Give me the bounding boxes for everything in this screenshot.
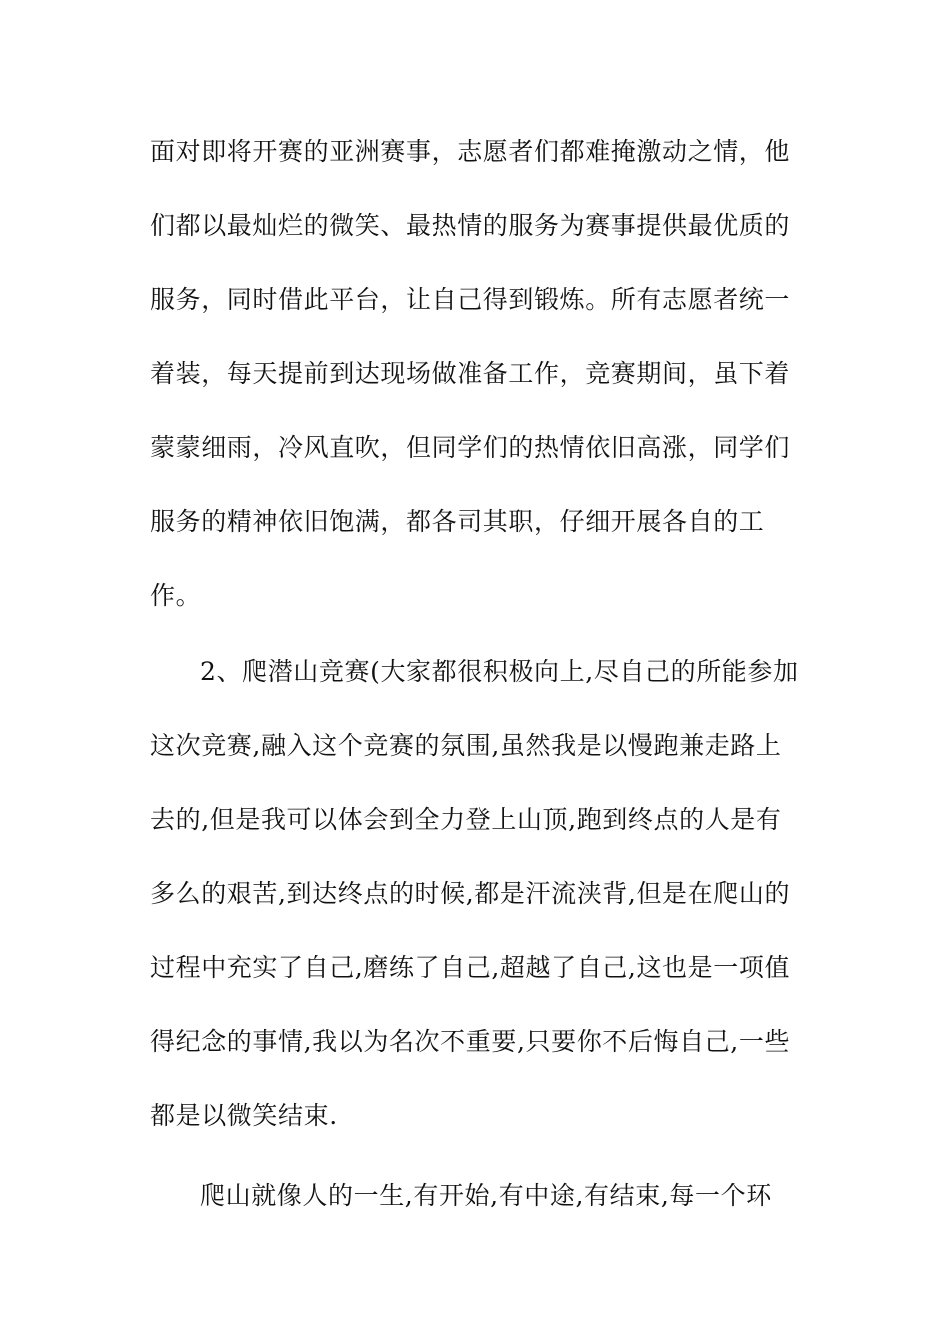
text-line: 作。	[150, 581, 202, 610]
text-line: 都是以微笑结束.	[150, 1101, 338, 1130]
text-line: 得纪念的事情,我以为名次不重要,只要你不后悔自己,一些	[150, 1027, 791, 1056]
text-line: 服务，同时借此平台，让自己得到锻炼。所有志愿者统一	[150, 285, 791, 314]
text-line: 这次竞赛,融入这个竞赛的氛围,虽然我是以慢跑兼走路上	[150, 731, 782, 760]
text-line: 爬山就像人的一生,有开始,有中途,有结束,每一个环	[200, 1181, 772, 1210]
text-line: 过程中充实了自己,磨练了自己,超越了自己,这也是一项值	[150, 953, 791, 982]
text-line: 面对即将开赛的亚洲赛事，志愿者们都难掩激动之情，他	[150, 137, 791, 166]
text-line: 蒙蒙细雨，冷风直吹，但同学们的热情依旧高涨，同学们	[150, 433, 791, 462]
text-line: 2、爬潜山竞赛(大家都很积极向上,尽自己的所能参加	[200, 657, 799, 686]
text-line: 多么的艰苦,到达终点的时候,都是汗流浃背,但是在爬山的	[150, 879, 791, 908]
text-line: 着装，每天提前到达现场做准备工作，竞赛期间，虽下着	[150, 359, 791, 388]
text-line: 服务的精神依旧饱满，都各司其职，仔细开展各自的工	[150, 507, 765, 536]
text-line: 们都以最灿烂的微笑、最热情的服务为赛事提供最优质的	[150, 211, 791, 240]
text-line: 去的,但是我可以体会到全力登上山顶,跑到终点的人是有	[150, 805, 782, 834]
